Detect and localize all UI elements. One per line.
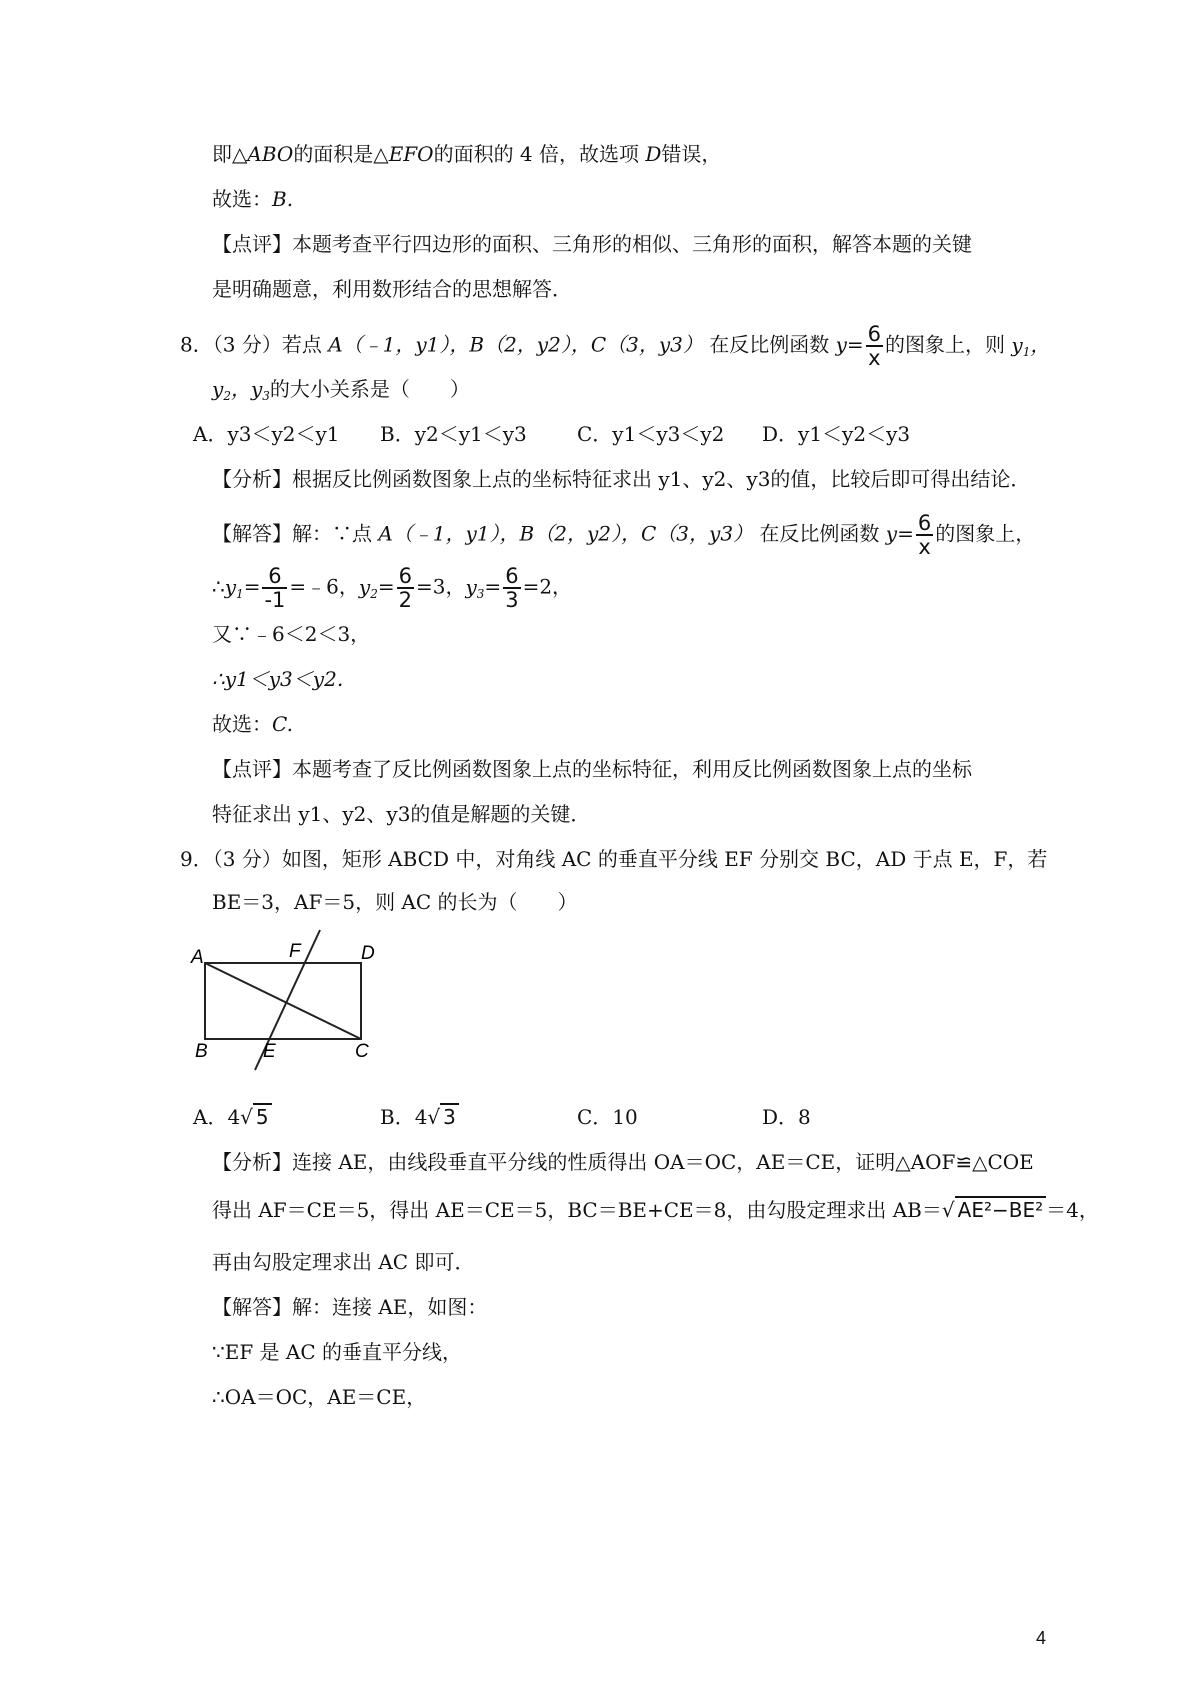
var-y1: $y_1$，	[1011, 332, 1051, 359]
fraction-numerator: 6	[398, 564, 412, 588]
label-e: E	[263, 1041, 276, 1062]
option-c: C．y1＜y3＜y2	[577, 422, 725, 446]
text: 在反比例函数	[702, 332, 836, 357]
answer-label: 故选：	[212, 187, 272, 211]
text: 即△	[212, 142, 248, 166]
analysis-line: 再由勾股定理求出 AC 即可．	[212, 1250, 475, 1274]
solution-line: ∵EF 是 AC 的垂直平分线，	[212, 1340, 463, 1364]
label-c: C	[355, 1041, 369, 1062]
fraction-denominator: x	[916, 534, 933, 558]
fraction	[262, 565, 287, 611]
option-b: B．y2＜y1＜y3	[380, 422, 527, 446]
diagonal-ac	[205, 963, 361, 1039]
fraction-denominator: -1	[264, 588, 286, 612]
analysis-line: 【分析】连接 AE，由线段垂直平分线的性质得出 OA＝OC，AE＝CE，证明△AOF≌△COE	[212, 1150, 1034, 1174]
fraction-numerator: 6	[505, 564, 519, 588]
text: 的图象上，则	[885, 332, 1012, 357]
text: =2，	[522, 574, 573, 599]
option-a: A．4√ 5	[193, 1103, 272, 1131]
text: =﹣6，	[289, 574, 359, 599]
question-number: 9．	[180, 847, 213, 871]
fraction	[866, 323, 883, 369]
fraction	[397, 565, 414, 611]
analysis-line: 得出 AF＝CE＝5，得出 AE＝CE＝5，BC＝BE+CE＝8，由勾股定理求出 AB＝√ AE²−BE² ＝4，	[212, 1198, 1099, 1222]
option-c: C．10	[577, 1105, 638, 1129]
text: D	[645, 142, 662, 166]
text: （3 分）若点	[212, 332, 329, 357]
text: ABO	[247, 142, 294, 166]
comment-line: 是明确题意，利用数形结合的思想解答．	[212, 277, 572, 301]
text: =3，	[415, 574, 466, 599]
text: 错误，	[661, 142, 722, 166]
radicand: 5	[253, 1103, 272, 1129]
text: 得出 AF＝CE＝5，得出 AE＝CE＝5，BC＝BE+CE＝8，由勾股定理求出 AB＝	[212, 1198, 942, 1222]
fraction-denominator: 2	[398, 588, 412, 612]
option-d: D．y1＜y2＜y3	[762, 422, 911, 446]
option-d: D．8	[762, 1105, 811, 1129]
question-8-line2	[212, 375, 470, 410]
solution-line: 【解答】解：连接 AE，如图：	[212, 1295, 488, 1319]
label-a: A	[191, 947, 204, 968]
conclude-line: ∴y1＜y3＜y2．	[212, 667, 357, 691]
points-text: A（﹣1，y1），B（2，y2），C（3，y3）	[328, 332, 703, 357]
var-y: y	[885, 521, 898, 546]
text: 的大小关系是（ ）	[269, 377, 470, 401]
fraction-numerator: 6	[867, 322, 882, 346]
question-9-line1	[180, 845, 1047, 873]
comment-line: 特征求出 y1、y2、y3的值是解题的关键．	[212, 802, 591, 826]
text: A．4	[193, 1105, 241, 1129]
analysis-line: 【分析】根据反比例函数图象上点的坐标特征求出 y1、y2、y3的值，比较后即可得出结论．	[212, 467, 1031, 491]
points-text: A（﹣1，y1），B（2，y2），C（3，y3）	[378, 521, 754, 546]
radicand: AE²−BE²	[955, 1196, 1046, 1222]
text: 的面积是△	[293, 142, 389, 166]
fraction	[503, 565, 520, 611]
answer-label: 故选：	[212, 712, 272, 736]
rectangle-figure	[185, 925, 385, 1075]
text: ＝4，	[1046, 1198, 1099, 1222]
text: 在反比例函数	[753, 521, 886, 546]
text: （3 分）如图，矩形 ABCD 中，对角线 AC 的垂直平分线 EF 分别交 BC，AD 于点 E，F，若	[212, 847, 1048, 871]
var-y: y	[835, 332, 847, 357]
label-d: D	[361, 943, 375, 964]
fraction-numerator: 6	[917, 511, 932, 535]
solution-line: 【解答】解：∵点 A（﹣1，y1），B（2，y2），C（3，y3） 在反比例函数 y= $\frac{6}{x}$ 的图象上，	[212, 511, 1036, 559]
option-b: B．4√ 3	[380, 1103, 459, 1131]
text: 【解答】解：∵点	[212, 521, 379, 546]
text: 的面积的 4 倍，故选项	[433, 142, 646, 166]
label-b: B	[195, 1041, 208, 1062]
page-number: 4	[1036, 1628, 1047, 1648]
radicand: 3	[440, 1103, 459, 1129]
text: EFO	[388, 142, 434, 166]
text: B．4	[380, 1105, 428, 1129]
solution-line: ∴OA＝OC，AE＝CE，	[212, 1385, 427, 1409]
question-8-line1: 8．（3 分）若点 A（﹣1，y1），B（2，y2），C（3，y3） 在反比例函数 y= $\frac{6}{x}$ 的图象上，则 $y_1$，	[180, 322, 1051, 370]
comment-line: 【点评】本题考查了反比例函数图象上点的坐标特征，利用反比例函数图象上点的坐标	[212, 757, 972, 781]
answer-line	[212, 185, 293, 213]
vars: $y_2$，$y_3$	[212, 377, 270, 403]
fraction-numerator: 6	[268, 564, 282, 588]
text-line	[212, 140, 721, 168]
since-line: 又∵﹣6＜2＜3，	[212, 622, 371, 646]
calc-line: $\therefore y_1=$ $\frac{6}{-1}$ =﹣6，$y_2=$ $\frac{6}{2}$ =3，$y_3=$ $\frac{6}{3}$ =2，	[212, 564, 573, 612]
label-f: F	[289, 941, 301, 962]
text: 的图象上，	[935, 521, 1036, 546]
option-a: A．y3＜y2＜y1	[193, 422, 340, 446]
question-9-line2: BE＝3，AF＝5，则 AC 的长为（ ）	[212, 890, 578, 914]
question-number: 8．	[180, 332, 213, 357]
answer-value: C.	[272, 712, 293, 736]
fraction-denominator: 3	[505, 588, 519, 612]
fraction	[916, 512, 933, 558]
answer-line	[212, 710, 293, 738]
comment-line: 【点评】本题考查平行四边形的面积、三角形的相似、三角形的面积，解答本题的关键	[212, 232, 972, 256]
fraction-denominator: x	[866, 345, 883, 369]
answer-value: B.	[272, 187, 294, 211]
